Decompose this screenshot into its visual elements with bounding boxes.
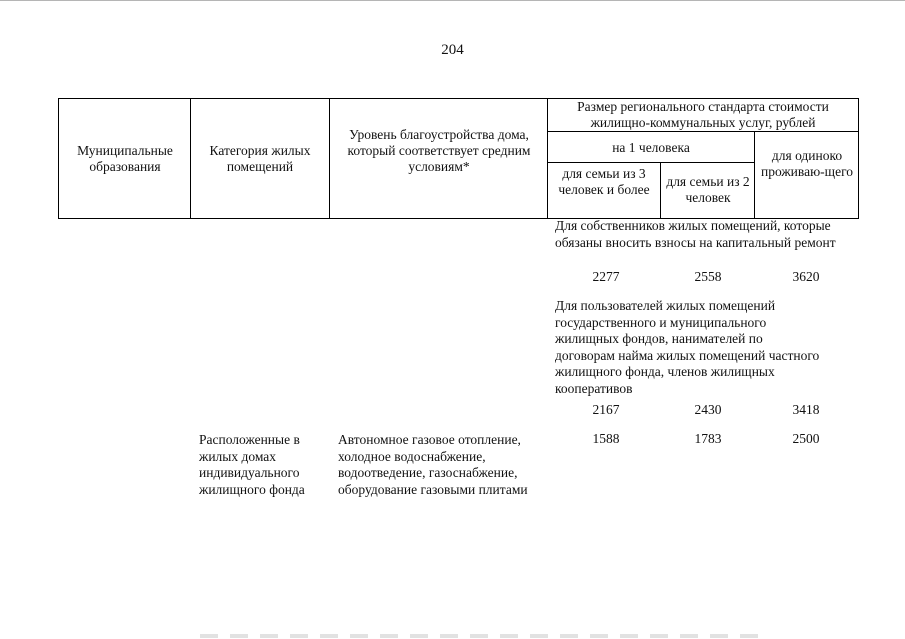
owners-value-family3: 2277 [592, 269, 620, 284]
section-owners-title: Для собственников жилых помещений, которые обязаны вносить взносы на капитальный ремонт [555, 218, 836, 250]
owners-value-single: 3620 [792, 269, 820, 284]
header-divider [329, 98, 330, 218]
row-value-single: 2500 [792, 431, 820, 446]
scan-edge-artifact [200, 634, 760, 638]
page-top-border [0, 0, 905, 1]
header-municipal: Муниципальные образования [77, 143, 173, 174]
row-category: Расположенные в жилых домах индивидуального жилищного фонда [199, 432, 305, 497]
page-number: 204 [441, 42, 464, 58]
header-level: Уровень благоустройства дома, который соответствует средним условиям* [347, 127, 531, 174]
header-divider [754, 131, 755, 218]
header-family2: для семьи из 2 человек [666, 174, 750, 205]
header-divider [547, 162, 754, 163]
header-family3: для семьи из 3 человек и более [558, 166, 650, 197]
header-single: для одиноко проживаю-щего [760, 148, 854, 179]
header-divider [660, 162, 661, 218]
header-divider [547, 131, 858, 132]
tenants-value-family2: 2430 [694, 402, 722, 417]
header-category: Категория жилых помещений [209, 143, 311, 174]
header-divider [190, 98, 191, 218]
row-value-family3: 1588 [592, 431, 620, 446]
row-value-family2: 1783 [694, 431, 722, 446]
section-tenants-title: Для пользователей жилых помещений государственного и муниципального жилищных фондов, нанимателей по договорам найма жилых помещений частного жилищного фонда, членов жилищных кооперативов [555, 298, 820, 396]
owners-value-family2: 2558 [694, 269, 722, 284]
tenants-value-family3: 2167 [592, 402, 620, 417]
header-divider [547, 98, 548, 218]
tenants-value-single: 3418 [792, 402, 820, 417]
header-per-person: на 1 человека [612, 140, 690, 155]
header-size: Размер регионального стандарта стоимости жилищно-коммунальных услуг, рублей [577, 99, 829, 130]
row-level: Автономное газовое отопление, холодное водоснабжение, водоотведение, газоснабжение, оборудование газовыми плитами [338, 432, 528, 497]
